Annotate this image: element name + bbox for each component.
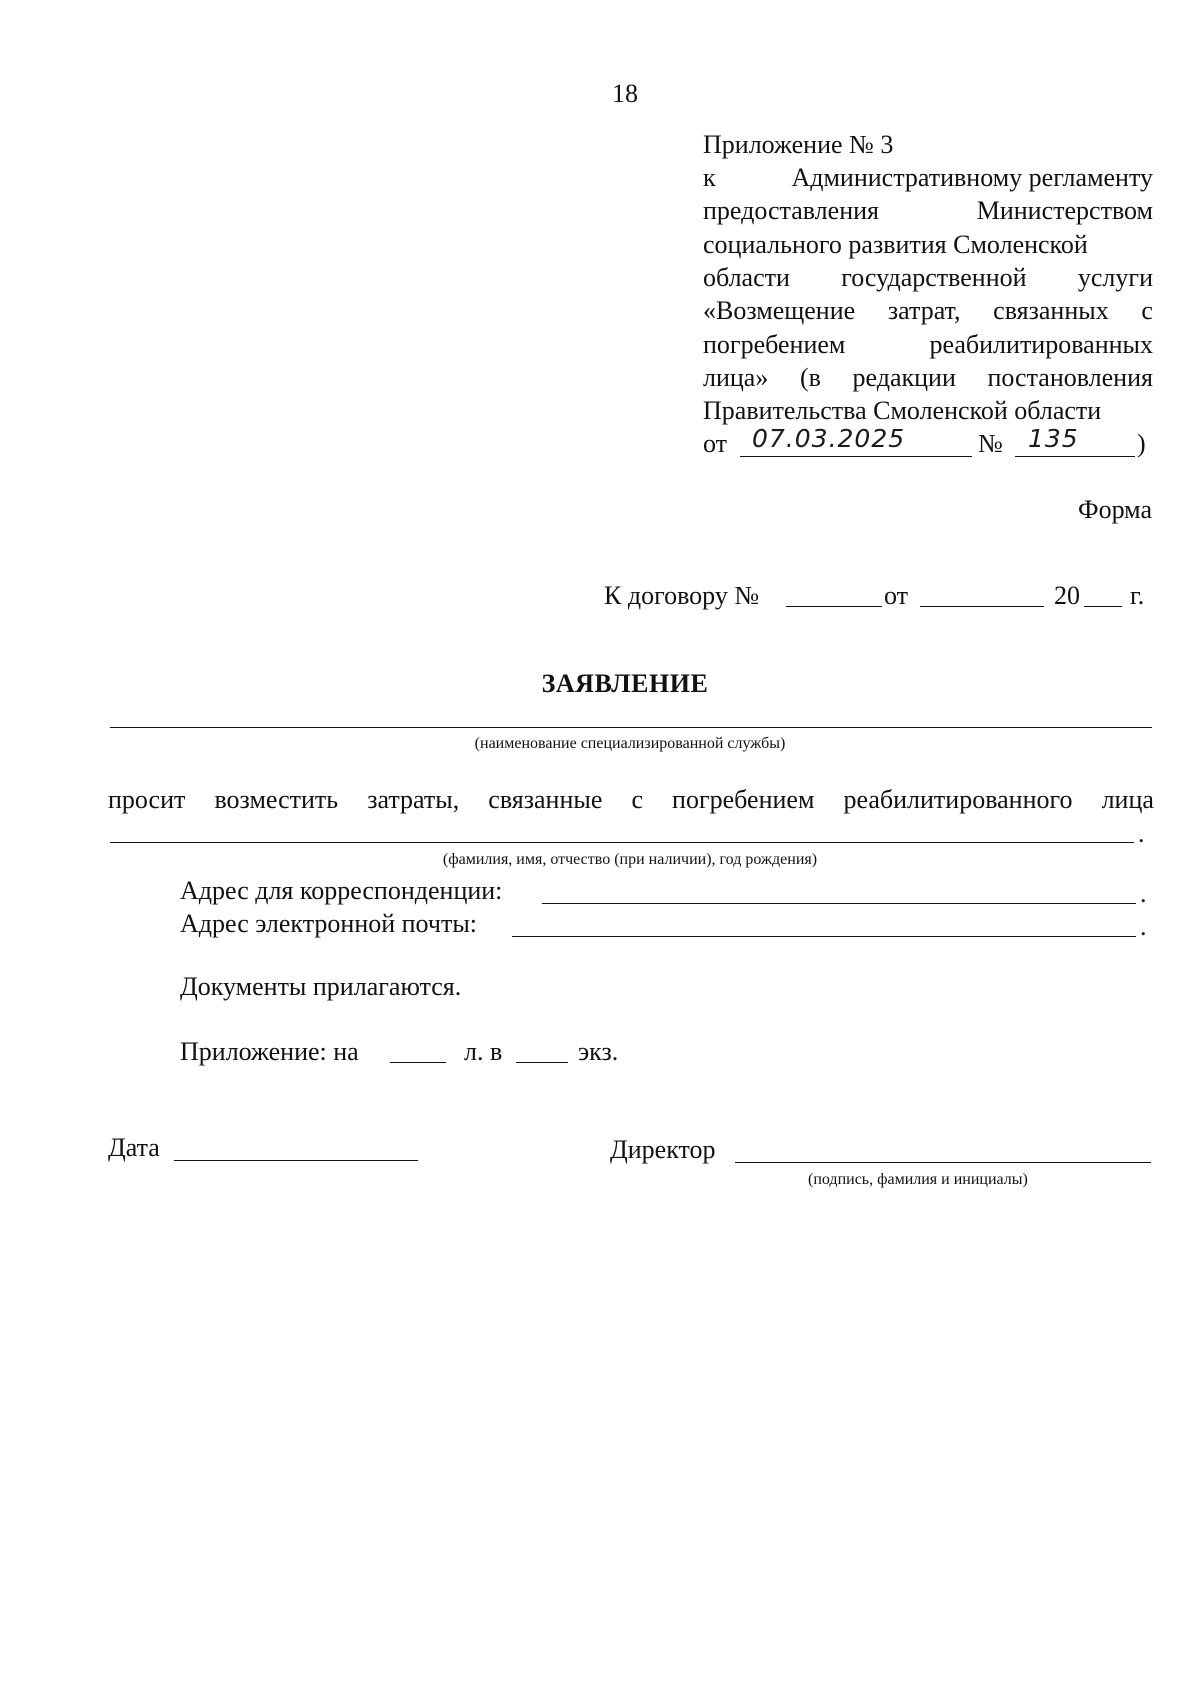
- appendix-line: [703, 162, 1153, 194]
- request-word: затраты,: [367, 785, 460, 814]
- appendix-number-handwritten: 135: [1028, 424, 1079, 453]
- appendix-line: [703, 329, 1153, 361]
- contract-number-line: [786, 606, 882, 607]
- appendix-word: (в: [799, 362, 821, 392]
- request-word: возместить: [214, 785, 339, 814]
- appendix-line: [703, 262, 1153, 294]
- attachment-copies: экз.: [578, 1037, 619, 1066]
- service-caption: (наименование специализированной службы): [474, 735, 786, 752]
- request-word: погребением: [672, 785, 815, 814]
- appendix-word: «Возмещение: [703, 296, 856, 326]
- appendix-word: к: [703, 163, 716, 192]
- appendix-line: [703, 295, 1153, 327]
- signature-caption: (подпись, фамилия и инициалы): [808, 1171, 1028, 1188]
- appendix-word: погребением: [703, 329, 846, 359]
- form-label: Форма: [1078, 495, 1152, 524]
- attachment-sheets-line: [390, 1062, 446, 1063]
- email-line-dot: .: [1140, 912, 1147, 941]
- appendix-number-line: [1015, 456, 1135, 457]
- attachment-sheets: л. в: [464, 1037, 503, 1066]
- appendix-word: предоставления: [703, 196, 879, 226]
- appendix-line: [703, 195, 1153, 227]
- appendix-word: Правительства Смоленской области: [703, 396, 1102, 426]
- appendix-word: реабилитированных: [929, 329, 1153, 359]
- date-label: Дата: [108, 1133, 160, 1162]
- date-line: [174, 1160, 418, 1161]
- appendix-word: затрат,: [887, 296, 961, 326]
- contract-date-line: [920, 606, 1044, 607]
- appendix-word: Административному регламенту: [791, 163, 1153, 192]
- person-line: [110, 842, 1134, 843]
- contract-prefix: К договору №: [604, 581, 760, 610]
- appendix-word: редакции: [852, 362, 956, 392]
- appendix-line: [703, 395, 1153, 427]
- appendix-word: социального развития Смоленской: [703, 229, 1088, 259]
- appendix-title: Приложение № 3: [703, 130, 894, 159]
- appendix-number-prefix: №: [978, 429, 1003, 458]
- request-word: с: [631, 785, 643, 814]
- appendix-word: связанных: [993, 296, 1109, 326]
- appendix-date-handwritten: 07.03.2025: [752, 424, 906, 453]
- appendix-word: Министерством: [976, 196, 1153, 226]
- appendix-line: [703, 362, 1153, 394]
- appendix-date-line: [740, 456, 972, 457]
- request-word: связанные: [488, 785, 603, 814]
- request-word: лица: [1101, 785, 1154, 814]
- appendix-line: [703, 229, 1153, 261]
- director-label: Директор: [610, 1135, 716, 1164]
- appendix-word: лица»: [703, 362, 769, 392]
- address-line: [542, 903, 1136, 904]
- address-label: Адрес для корреспонденции:: [180, 876, 503, 905]
- service-name-line: [110, 727, 1152, 728]
- email-line: [512, 936, 1136, 937]
- request-word: реабилитированного: [843, 785, 1073, 814]
- appendix-word: области: [703, 262, 790, 292]
- appendix-word: услуги: [1077, 262, 1153, 292]
- appendix-word: государственной: [841, 262, 1027, 292]
- appendix-date-prefix: от: [703, 429, 728, 458]
- appendix-close-paren: ): [1137, 429, 1146, 458]
- attachment-prefix: Приложение: на: [180, 1037, 359, 1066]
- person-caption: (фамилия, имя, отчество (при наличии), год рождения): [442, 851, 818, 868]
- contract-suffix: г.: [1130, 581, 1145, 610]
- contract-from: от: [884, 581, 909, 610]
- page-number: 18: [612, 79, 638, 108]
- appendix-word: с: [1141, 296, 1153, 326]
- request-text: [108, 784, 1154, 816]
- director-signature-line: [735, 1162, 1151, 1163]
- appendix-word: постановления: [987, 362, 1153, 392]
- person-line-dot: .: [1138, 819, 1145, 848]
- attachment-copies-line: [516, 1062, 568, 1063]
- email-label: Адрес электронной почты:: [180, 909, 478, 938]
- request-word: просит: [108, 785, 186, 814]
- documents-text: Документы прилагаются.: [180, 972, 462, 1001]
- contract-year-line: [1084, 606, 1122, 607]
- contract-year: 20: [1054, 581, 1080, 610]
- document-heading: ЗАЯВЛЕНИЕ: [541, 669, 709, 698]
- address-line-dot: .: [1140, 879, 1147, 908]
